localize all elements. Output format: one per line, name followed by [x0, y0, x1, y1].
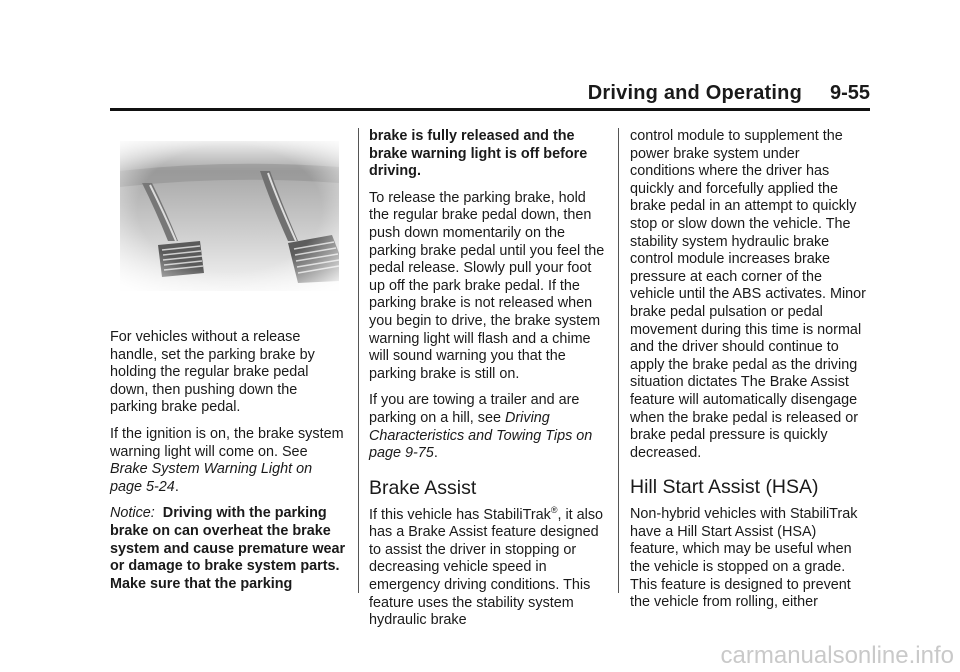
paragraph: If the ignition is on, the brake system warning light will come on. See Brake System Warning Light on page 5-24. — [110, 425, 344, 495]
section-title: Driving and Operating — [587, 82, 802, 104]
section-heading-brake-assist: Brake Assist — [369, 476, 477, 499]
notice-text: Driving with the parking brake on can overheat the brake system and cause premature wear or damage to brake system parts. Make sure that the parking — [110, 505, 346, 592]
column-divider — [358, 128, 359, 593]
column-divider — [618, 128, 619, 593]
page-number: 9-55 — [829, 82, 870, 104]
page-header — [110, 80, 870, 111]
cross-reference-link[interactable]: Brake System Warning Light on page 5-24 — [110, 461, 313, 495]
column-1 — [110, 128, 348, 602]
paragraph: control module to supplement the power brake system under conditions where the driver has quickly and forcefully applied the brake pedal in an attempt to quickly stop or slow down the vehicle. The stability system hydraulic brake control module increases brake pressure at each corner of the vehicle until the ABS activates. Minor brake pedal pulsation or pedal movement during this time is normal and the driver should continue to apply the brake pedal as the driving situation dictates The Brake Assist feature will automatically disengage when the brake pedal is released or brake pedal pressure is quickly decreased. — [630, 128, 866, 461]
notice — [110, 505, 348, 593]
pedals-illustration — [120, 141, 339, 291]
watermark: carmanualsonline.info — [720, 642, 954, 669]
notice-label: Notice: — [110, 505, 155, 522]
column-3 — [630, 128, 868, 621]
section-heading-hill-start-assist: Hill Start Assist (HSA) — [630, 476, 819, 499]
cross-reference-link[interactable]: Driving Characteristics and Towing Tips on page 9-75 — [369, 409, 593, 462]
paragraph: To release the parking brake, hold the regular brake pedal down, then push down momentarily on the parking brake pedal until you feel the pedal release. Slowly pull your foot up off the park brake pedal. If the parking brake is not released when you begin to drive, the brake system warning light will flash and a chime will sound warning you that the parking brake is still on. — [369, 189, 605, 382]
column-2 — [369, 128, 607, 639]
paragraph: If you are towing a trailer and are parking on a hill, see Driving Characteristics and Towing Tips on page 9-75. — [369, 392, 593, 462]
paragraph: brake is fully released and the brake warning light is off before driving. — [369, 128, 588, 180]
paragraph: For vehicles without a release handle, set the parking brake by holding the regular brake pedal down, then pushing down the parking brake pedal. — [110, 329, 315, 416]
paragraph: Non-hybrid vehicles with StabiliTrak have a Hill Start Assist (HSA) feature, which may be useful when the vehicle is stopped on a grade. This feature is designed to prevent the vehicle from rolling, either — [630, 506, 858, 611]
paragraph: If this vehicle has StabiliTrak®, it also has a Brake Assist feature designed to assist the driver in stopping or decreasing vehicle speed in emergency driving conditions. This feature uses the stability system hydraulic brake — [369, 504, 604, 629]
registered-mark: ® — [550, 504, 558, 515]
